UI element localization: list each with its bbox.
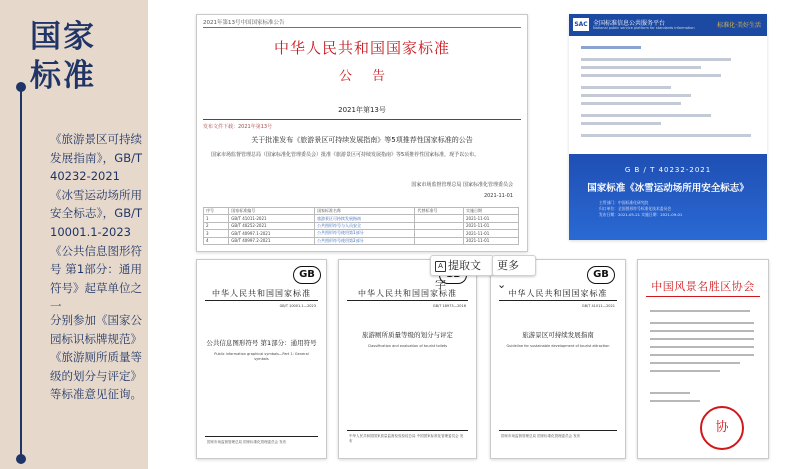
table-cell: GB/T 41011-2021 — [229, 215, 315, 222]
footer-rule — [347, 430, 468, 431]
timeline-dot-top — [16, 82, 26, 92]
standard-english-title: Guideline for sustainable development of tourist attraction — [506, 344, 610, 348]
standards-table — [203, 207, 519, 245]
table-cell: 3 — [204, 230, 229, 237]
letter-line — [650, 338, 754, 340]
red-divider — [203, 119, 521, 120]
standard-header: 中华人民共和国国家标准 — [508, 289, 608, 298]
letter-line — [650, 362, 740, 364]
announcement-heading: 公告 — [338, 69, 405, 84]
content-line — [581, 94, 691, 97]
footer-rule — [205, 436, 318, 437]
letter-line — [650, 322, 754, 324]
timeline-line — [20, 86, 22, 460]
description-paragraph-1: 《旅游景区可持续发展指南》，GB/T 40232-2021《冰雪运动场所用安全标志》，GB/T 10001.1-2023《公共信息图形符号 第1部分：通用符号》起草单位之一 — [50, 132, 142, 314]
website-topbar — [569, 14, 767, 36]
title-line-2: 标准 — [30, 58, 96, 94]
sac-logo: SAC — [573, 18, 589, 31]
table-cell: 2 — [204, 222, 229, 229]
table-cell: 旅游景区可持续发展指南 — [315, 215, 415, 222]
footer-rule — [499, 430, 617, 431]
announcement-subject: 关于批准发布《旅游景区可持续发展指南》等5项推荐性国家标准的公告 — [251, 136, 473, 144]
table-cell: 公共图形符号与人员安全 — [315, 222, 415, 229]
announcement-header-small: 2021年第13号中国国家标准公告 — [203, 20, 285, 26]
standard-title: 旅游厕所质量等级的划分与评定 — [362, 331, 453, 339]
header-rule — [499, 300, 617, 301]
table-cell: 实施日期 — [464, 208, 519, 215]
content-line — [581, 122, 661, 125]
extract-text-label: 提取文字 — [435, 259, 481, 291]
table-cell — [415, 230, 464, 237]
letter-line — [650, 346, 754, 348]
standard-english-title: Classification and evaluation of tourist toilets — [367, 344, 448, 348]
section-title — [30, 18, 130, 96]
standard-title: 旅游景区可持续发展指南 — [522, 331, 594, 339]
table-cell — [415, 215, 464, 222]
standard-issuer: 国家市场监督管理总局 国家标准化管理委员会 发布 — [207, 440, 287, 444]
header-rule — [347, 300, 468, 301]
table-cell — [415, 222, 464, 229]
standard-code: GB/T 18973—2016 — [432, 304, 466, 308]
announcement-date: 2021-11-01 — [483, 193, 513, 199]
announcement-document — [196, 14, 528, 252]
table-cell: GB/T 40997.1-2021 — [229, 230, 315, 237]
content-line — [581, 58, 731, 61]
table-row — [204, 215, 519, 222]
content-line — [581, 46, 641, 49]
table-cell: 国家标准名称 — [315, 208, 415, 215]
association-title: 中国风景名胜区协会 — [651, 280, 755, 293]
website-subtitle: National public service platform for standards information — [593, 26, 695, 30]
announcement-number: 2021年第13号 — [338, 106, 386, 114]
standard-cover-public-symbols — [196, 259, 327, 459]
website-slogan: 标准化·美好生活 — [717, 22, 761, 29]
announcement-body: 国家市场监督管理总局（国家标准化管理委员会）批准《旅游景区可持续发展指南》等5项推荐性国家标准，现予以公布。 — [211, 152, 480, 158]
table-header-row — [204, 208, 519, 215]
table-cell: 2021-11-01 — [464, 237, 519, 244]
gb-logo: GB — [293, 266, 321, 284]
content-line — [581, 102, 681, 105]
letter-line — [650, 330, 754, 332]
table-row — [204, 230, 519, 237]
letter-line — [650, 392, 690, 394]
table-cell: 2021-11-01 — [464, 222, 519, 229]
standard-header: 中华人民共和国国家标准 — [212, 289, 311, 298]
standard-name: 国家标准《冰雪运动场所用安全标志》 — [587, 183, 749, 194]
header-rule — [205, 300, 318, 301]
description-paragraph-2: 分别参加《国家公园标识标牌规范》《旅游厕所质量等级的划分与评定》等标准意见征询。 — [50, 313, 142, 402]
std-info-line: 归口单位：全国图形符号标准化技术委员会 — [599, 206, 672, 211]
std-info-line: 主管部门：中国标准化研究院 — [599, 200, 649, 205]
standard-issuer: 国家市场监督管理总局 国家标准化管理委员会 发布 — [501, 434, 581, 438]
content-line — [581, 74, 721, 77]
text-recognition-icon: A — [435, 261, 446, 272]
standard-header: 中华人民共和国国家标准 — [358, 289, 457, 298]
content-line — [581, 114, 711, 117]
header-divider — [203, 27, 521, 28]
more-button[interactable]: 更多 ⌄ — [492, 255, 536, 276]
table-cell: 2021-11-01 — [464, 215, 519, 222]
announcement-signatory: 国家市场监督管理总局 国家标准化管理委员会 — [411, 182, 513, 188]
table-cell: 2021-11-01 — [464, 230, 519, 237]
content-line — [581, 86, 671, 89]
table-row — [204, 222, 519, 229]
table-cell: 代替标准号 — [415, 208, 464, 215]
table-cell: 序号 — [204, 208, 229, 215]
table-cell: 1 — [204, 215, 229, 222]
table-cell: GB/T 40252-2021 — [229, 222, 315, 229]
website-content — [569, 36, 767, 154]
letter-line — [650, 400, 700, 402]
left-panel — [0, 0, 148, 469]
file-download-line: 发布文件下载：2021年第13号 — [203, 124, 273, 130]
table-cell: GB/T 40997.2-2021 — [229, 237, 315, 244]
letter-line — [650, 310, 750, 312]
content-line — [581, 134, 751, 137]
standard-english-title: Public information graphical symbols—Part 1: General symbols — [214, 352, 309, 361]
standard-cover-tourist-toilets — [338, 259, 477, 459]
red-seal-icon: 协 — [700, 406, 744, 450]
letter-line — [650, 354, 754, 356]
standard-issuer: 中华人民共和国国家质量监督检验检疫总局 中国国家标准化管理委员会 发布 — [349, 434, 464, 443]
title-line-1: 国家 — [30, 19, 96, 55]
standard-cover-sustainable-tourism — [490, 259, 626, 459]
table-cell: 4 — [204, 237, 229, 244]
website-title: 全国标准信息公共服务平台 — [593, 20, 666, 27]
std-info-line: 发布日期：2021-05-21 实施日期：2021-09-01 — [599, 212, 683, 217]
timeline-dot-bottom — [16, 454, 26, 464]
letter-line — [650, 370, 720, 372]
table-cell: 公共图形符号使用第2部分 — [315, 237, 415, 244]
table-cell — [415, 237, 464, 244]
extract-text-button[interactable] — [430, 255, 494, 291]
announcement-title: 中华人民共和国国家标准 — [273, 39, 450, 57]
standard-code: G B / T 40232-2021 — [624, 166, 712, 174]
standard-code: GB/T 41011—2021 — [581, 304, 615, 308]
association-letter — [637, 259, 769, 459]
table-cell: 国家标准编号 — [229, 208, 315, 215]
table-cell: 公共图形符号使用第1部分 — [315, 230, 415, 237]
standard-code: GB/T 10001.1—2023 — [279, 304, 316, 308]
table-row — [204, 237, 519, 244]
standard-title: 公共信息图形符号 第1部分：通用符号 — [206, 339, 317, 347]
standards-website-screenshot — [569, 14, 767, 240]
gb-logo: GB — [587, 266, 615, 284]
content-line — [581, 66, 701, 69]
association-rule — [646, 296, 760, 297]
standard-info — [599, 200, 682, 218]
